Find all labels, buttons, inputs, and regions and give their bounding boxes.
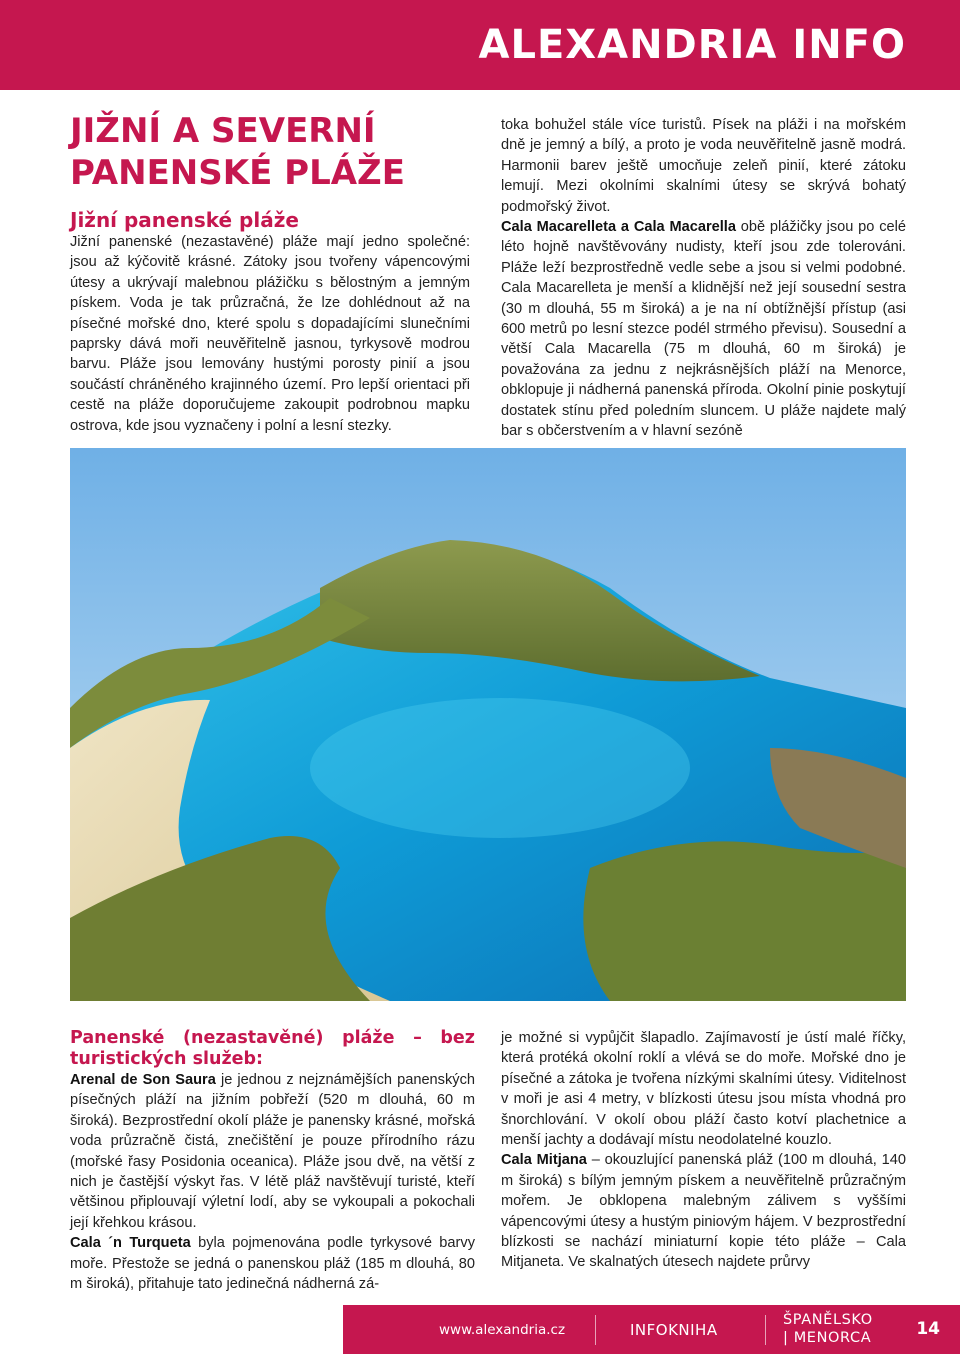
section2-paragraph-4: Cala Mitjana – okouzlující panenská pláž (100 m dlouhá, 140 m široká) s bílým jemným pískem a neuvěřitelně průzračným mořem. Je obklopena malebným zálivem s vyššími vápencovými útesy a hustým piniovým hájem. V bezprostřední blízkosti se nachází miniaturní kopie této pláže – Cala Mitjaneta. Ve skalnatých útesech najdete průrvy [501,1152,906,1271]
footer-divider [595,1315,596,1345]
footer-series: INFOKNIHA [630,1321,718,1339]
footer-divider [765,1315,766,1345]
brand-title: ALEXANDRIA INFO [478,22,906,68]
section1-paragraph-left: Jižní panenské (nezastavěné) pláže mají jedno společné: jsou až kýčovitě krásné. Zátoky jsou tvořeny vápencovými útesy a ukrývají malebnou plážičku s bělostným a jemným pískem. Voda je tak průzračná, že lze dohlédnout až na písečné mořské dno, které spolu s dopadajícími slunečními paprsky dává moři neuvěřitelně jasnou, tyrkysově modrou barvu. Pláže jsou lemovány hustými porosty pinií a jsou součástí chráněného krajinného území. Pro lepší orientaci při cestě na pláže doporučujeme zakoupit podrobnou mapku ostrova, kde jsou vyznačeny i polní a lesní stezky. [70,234,470,434]
beach-photo [70,448,906,1001]
beach-name-son-saura: Arenal de Son Saura [70,1072,216,1088]
section2-left-column [70,1028,475,1294]
beach-name-macarella: Cala Macarelleta a Cala Macarella [501,219,736,236]
section1-paragraph-right-2: Cala Macarelleta a Cala Macarella obě plážičky jsou po celé léto hojně navštěvovány nudisty, kteří jsou zde tolerováni. Pláže leží bezprostředně vedle sebe a jsou si velmi podobné. Cala Macarelleta je menší a klidnější než její sousední sestra (30 m dlouhá, 55 m široká) a je na ní obtížnější přístup (asi 600 metrů po lesní stezce podél strmého převisu). Sousední a větší Cala Macarella (75 m dlouhá, 60 m široká) je považována za jednu z nejkrásnějších pláží na Menorce, obklopuje ji nádherná panenská příroda. Okolní pinie poskytují dostatek stínu před poledním sluncem. U pláže najdete malý bar s občerstvením a v hlavní sezóně [501,219,906,440]
section1-left-column [70,208,470,436]
header-band [0,0,960,90]
section1-paragraph-right-1: toka bohužel stále více turistů. Písek na pláži i na mořském dně je jemný a bílý, a proto je voda neuvěřitelně jasně modrá. Harmonii barev ještě umocňuje zeleň pinií, které zátoku lemují. Mezi okolními skalními útesy se skrývá bohatý podmořský život. [501,117,906,215]
footer-url-link[interactable]: www.alexandria.cz [439,1322,566,1338]
beach-name-mitjana: Cala Mitjana [501,1152,587,1169]
section2-paragraph-1: Arenal de Son Saura je jednou z nejznámějších panenských písečných pláží na jižním pobřeží (520 m dlouhá, 60 m široká). Bezprostřední okolí pláže je panensky krásné, mořská voda průzračně čistá, znečištění je pouze přírodního rázu (mořské řasy Posidonia oceanica). Pláže jsou dvě, na větší z nich je častější výskyt řas. V létě pláž navštěvují turisté, kteří většinou připlouvají výletní lodí, aby se vykoupali a pokochali její křehkou krásou. [70,1072,475,1231]
section2-paragraph-2: Cala ´n Turqueta byla pojmenována podle tyrkysové barvy moře. Přestože se jedná o panenskou pláž (185 m dlouhá, 80 m široká), přitahuje tato jedinečná nádherná zá- [70,1235,475,1293]
beach-name-turqueta: Cala ´n Turqueta [70,1235,191,1252]
section2-right-column [501,1028,906,1273]
page-number: 14 [916,1319,940,1339]
page-title: JIŽNÍ A SEVERNÍ PANENSKÉ PLÁŽE [70,111,405,193]
section1-right-column [501,115,906,442]
section2-paragraph-3: je možné si vypůjčit šlapadlo. Zajímavostí je ústí malé říčky, která protéká okolní roklí a vlévá se do moře. Mořské dno je písečné a zátoka je tvořena nízkými skalními útesy. Viditelnost v moři je asi 4 metry, v blízkosti útesu jsou místa vhodná pro šnorchlování. V okolí obou pláží často kotví plachetnice a menší jachty a dodávají místu neodolatelné kouzlo. [501,1030,906,1149]
footer-country: ŠPANĚLSKO | MENORCA [783,1312,873,1346]
section1-heading: Jižní panenské pláže [70,208,299,232]
footer-band [343,1305,960,1354]
section2-heading: Panenské (nezastavěné) pláže – bez turistických služeb: [70,1028,475,1069]
